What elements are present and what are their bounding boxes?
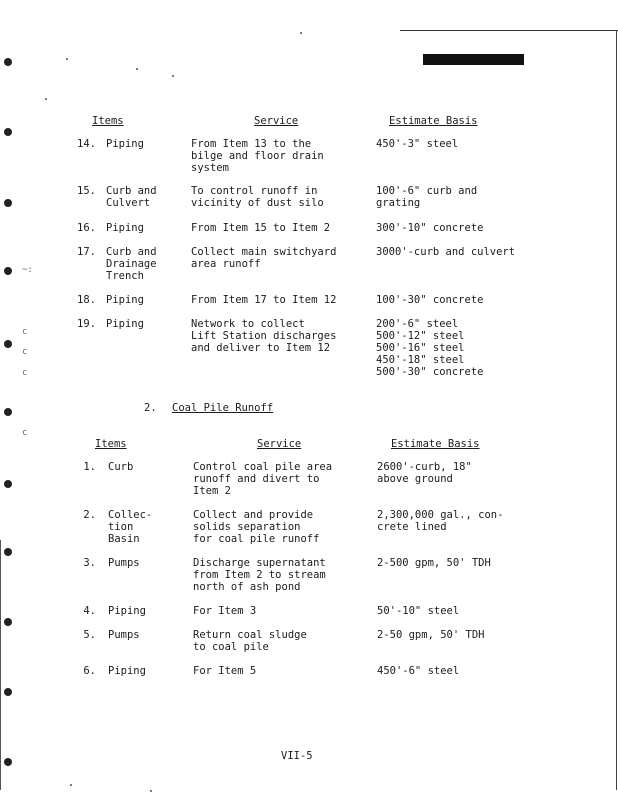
- section2-title: Coal Pile Runoff: [172, 402, 274, 414]
- row-basis: 300'-10" concrete: [376, 222, 484, 234]
- row-service: Collect main switchyard area runoff: [191, 246, 337, 270]
- row-basis: 50'-10" steel: [377, 605, 460, 617]
- row-basis: 3000'-curb and culvert: [376, 246, 516, 258]
- punch-hole: [4, 688, 12, 696]
- scan-speck: [136, 68, 138, 70]
- row-service: To control runoff in vicinity of dust silo: [191, 185, 324, 209]
- punch-hole: [4, 548, 12, 556]
- row-item: Curb and Culvert: [106, 185, 157, 209]
- row-service: For Item 5: [193, 665, 257, 677]
- row-number: 1.: [83, 461, 96, 473]
- row-item: Piping: [106, 294, 144, 306]
- section2-number: 2.: [144, 402, 157, 414]
- punch-hole: [4, 618, 12, 626]
- row-service: Control coal pile area runoff and divert to Item 2: [193, 461, 333, 497]
- row-item: Pumps: [108, 629, 140, 641]
- row-number: 3.: [83, 557, 96, 569]
- row-basis: 2-50 gpm, 50' TDH: [377, 629, 485, 641]
- section2-basis-header: Estimate Basis: [391, 438, 480, 450]
- margin-mark: c: [22, 368, 28, 378]
- row-service: Network to collect Lift Station discharges and deliver to Item 12: [191, 318, 337, 354]
- row-service: From Item 13 to the bilge and floor drain system: [191, 138, 324, 174]
- scan-speck: [66, 58, 68, 60]
- section1-service-header: Service: [254, 115, 299, 127]
- punch-hole: [4, 758, 12, 766]
- row-item: Curb and Drainage Trench: [106, 246, 157, 282]
- punch-hole: [4, 128, 12, 136]
- row-service: Collect and provide solids separation for coal pile runoff: [193, 509, 320, 545]
- punch-hole: [4, 267, 12, 275]
- row-service: For Item 3: [193, 605, 257, 617]
- row-number: 14.: [77, 138, 96, 150]
- row-number: 4.: [83, 605, 96, 617]
- row-number: 5.: [83, 629, 96, 641]
- margin-mark: ~:: [22, 265, 33, 275]
- scan-speck: [45, 98, 47, 100]
- scan-speck: [70, 784, 72, 786]
- section2-service-header: Service: [257, 438, 302, 450]
- row-number: 15.: [77, 185, 96, 197]
- section1-basis-header: Estimate Basis: [389, 115, 478, 127]
- row-item: Collec- tion Basin: [108, 509, 153, 545]
- row-item: Pumps: [108, 557, 140, 569]
- scan-left-edge: [0, 540, 1, 790]
- row-service: From Item 17 to Item 12: [191, 294, 337, 306]
- row-item: Piping: [106, 138, 144, 150]
- row-item: Curb: [108, 461, 134, 473]
- punch-hole: [4, 480, 12, 488]
- margin-mark: c: [22, 347, 28, 357]
- section2-items-header: Items: [95, 438, 127, 450]
- row-item: Piping: [106, 222, 144, 234]
- row-item: Piping: [106, 318, 144, 330]
- redaction-bar: [423, 54, 524, 65]
- row-number: 17.: [77, 246, 96, 258]
- row-basis: 2,300,000 gal., con- crete lined: [377, 509, 504, 533]
- scan-speck: [300, 32, 302, 34]
- punch-hole: [4, 340, 12, 348]
- row-basis: 100'-6" curb and grating: [376, 185, 478, 209]
- row-number: 16.: [77, 222, 96, 234]
- page-number: VII-5: [281, 750, 313, 762]
- row-service: From Item 15 to Item 2: [191, 222, 331, 234]
- row-service: Discharge supernatant from Item 2 to stream north of ash pond: [193, 557, 326, 593]
- row-basis: 2600'-curb, 18" above ground: [377, 461, 472, 485]
- scan-frame-edge: [616, 30, 617, 790]
- row-basis: 2-500 gpm, 50' TDH: [377, 557, 491, 569]
- row-basis: 450'-3" steel: [376, 138, 459, 150]
- row-number: 18.: [77, 294, 96, 306]
- row-number: 2.: [83, 509, 96, 521]
- row-service: Return coal sludge to coal pile: [193, 629, 307, 653]
- row-basis: 100'-30" concrete: [376, 294, 484, 306]
- scan-speck: [150, 790, 152, 792]
- scan-frame-line: [400, 30, 618, 31]
- section1-items-header: Items: [92, 115, 124, 127]
- punch-hole: [4, 408, 12, 416]
- row-item: Piping: [108, 605, 146, 617]
- margin-mark: c: [22, 327, 28, 337]
- row-number: 19.: [77, 318, 96, 330]
- scan-speck: [172, 75, 174, 77]
- punch-hole: [4, 58, 12, 66]
- row-number: 6.: [83, 665, 96, 677]
- row-basis: 200'-6" steel 500'-12" steel 500'-16" steel 450'-18" steel 500'-30" concrete: [376, 318, 484, 378]
- margin-mark: c: [22, 428, 28, 438]
- punch-hole: [4, 199, 12, 207]
- row-item: Piping: [108, 665, 146, 677]
- row-basis: 450'-6" steel: [377, 665, 460, 677]
